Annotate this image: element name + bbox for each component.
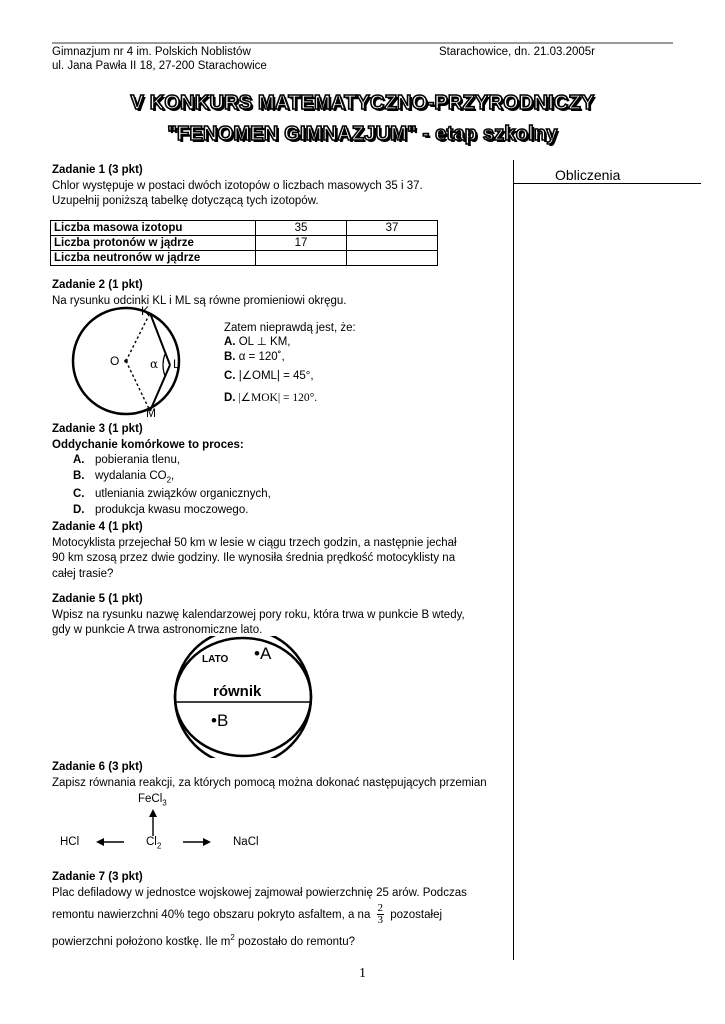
task7-text-line3b: pozostało do remontu? — [234, 935, 355, 948]
task5-heading: Zadanie 5 (1 pkt) — [52, 593, 143, 605]
option-letter: A. — [73, 454, 85, 466]
task4-text-line3: całej trasie? — [52, 567, 114, 580]
task3-option-d — [52, 503, 271, 519]
table-row — [51, 236, 438, 251]
option-letter: D. — [73, 503, 85, 516]
circle-figure — [70, 304, 190, 424]
task6 — [52, 760, 487, 791]
task4-text-line2: 90 km szosą przez dwie godziny. Ile wynosiła średnia prędkość motocyklisty na — [52, 552, 456, 564]
calculations-underline — [513, 183, 701, 184]
calculations-label: Obliczenia — [555, 167, 621, 183]
table-cell: 17 — [256, 236, 347, 251]
option-text: produkcja kwasu moczowego. — [95, 503, 249, 516]
table-cell-answer[interactable] — [347, 251, 438, 266]
point-b: •B — [211, 711, 229, 730]
task5-text-line1: Wpisz na rysunku nazwę kalendarzowej pory roku, która trwa w punkcie B wtedy, — [52, 608, 465, 621]
task7-heading: Zadanie 7 (3 pkt) — [52, 871, 143, 883]
task2-option-b — [224, 350, 285, 365]
task6-text: Zapisz równania reakcji, za których pomocą można dokonać następujących przemian — [52, 776, 487, 789]
label-rownik: równik — [213, 683, 262, 700]
task7-text-line3 — [52, 933, 355, 948]
task4-text-line1: Motocyklista przejechał 50 km w lesie w ciągu trzech godzin, a następnie jechał — [52, 536, 457, 549]
label-lato: LATO — [202, 654, 229, 665]
option-letter: C. — [224, 370, 236, 382]
formula-fecl3 — [138, 793, 167, 807]
task3-option-b — [52, 469, 271, 488]
formula-text: Cl — [146, 836, 157, 848]
calculations-divider — [513, 160, 514, 960]
task3-question: Oddychanie komórkowe to proces: — [52, 438, 244, 451]
task1-text-line1: Chlor występuje w postaci dwóch izotopów o liczbach masowych 35 i 37. — [52, 179, 423, 192]
task6-heading: Zadanie 6 (3 pkt) — [52, 761, 143, 773]
option-text: |∠OML| = 45°, — [238, 370, 314, 382]
arrow-up-icon — [145, 809, 161, 837]
task4-heading: Zadanie 4 (1 pkt) — [52, 521, 143, 533]
formula-nacl: NaCl — [233, 836, 259, 848]
point-a: •A — [254, 644, 272, 663]
label-k: K — [141, 304, 150, 318]
contest-title: V KONKURS MATEMATYCZNO-PRZYRODNICZY — [130, 92, 595, 114]
header-rule — [52, 42, 673, 44]
option-letter: D. — [224, 392, 236, 404]
task2-option-d — [224, 391, 317, 406]
label-alpha: α — [150, 357, 159, 371]
table-row — [51, 221, 438, 236]
task2-heading: Zadanie 2 (1 pkt) — [52, 279, 143, 291]
task5 — [52, 592, 465, 639]
table-cell-answer[interactable] — [256, 251, 347, 266]
task7-text-line2b: pozostałej — [390, 909, 443, 921]
task7 — [52, 870, 467, 901]
formula-cl2 — [146, 836, 161, 850]
task2-option-a — [224, 335, 290, 350]
label-l: L — [173, 357, 180, 371]
arrow-left-icon — [96, 836, 124, 848]
label-o: O — [110, 354, 120, 368]
option-letter: C. — [73, 488, 85, 501]
task1-heading: Zadanie 1 (3 pkt) — [52, 164, 143, 176]
table-cell: 35 — [256, 221, 347, 236]
table-cell: Liczba neutronów w jądrze — [51, 251, 256, 266]
option-letter: B. — [73, 469, 85, 482]
option-text: pobierania tlenu, — [95, 454, 181, 466]
table-cell: Liczba masowa izotopu — [51, 221, 256, 236]
fraction-denominator: 3 — [377, 914, 384, 927]
task3 — [52, 422, 271, 518]
table-cell: 37 — [347, 221, 438, 236]
task7-text-line3a: powierzchni położono kostkę. Ile m — [52, 935, 231, 948]
isotope-table — [50, 220, 438, 266]
task7-superscript: 2 — [230, 933, 235, 942]
table-row — [51, 251, 438, 266]
table-cell: Liczba protonów w jądrze — [51, 236, 256, 251]
task7-text-line1: Plac defiladowy w jednostce wojskowej zajmował powierzchnię 25 arów. Podczas — [52, 886, 467, 899]
task1-text-line2: Uzupełnij poniższą tabelkę dotyczącą tych izotopów. — [52, 195, 319, 207]
arrow-right-icon — [183, 836, 211, 848]
school-name: Gimnazjum nr 4 im. Polskich Noblistów — [52, 46, 251, 58]
place-date: Starachowice, dn. 21.03.2005r — [439, 46, 595, 58]
table-cell-answer[interactable] — [347, 236, 438, 251]
task2-option-c — [224, 369, 314, 384]
school-address: ul. Jana Pawła II 18, 27-200 Starachowice — [52, 60, 267, 72]
formula-sub: 2 — [156, 841, 162, 851]
task3-option-c — [52, 487, 271, 503]
task2-intro: Zatem nieprawdą jest, że: — [224, 322, 356, 334]
option-text: OL ⊥ KM, — [238, 336, 291, 348]
task3-option-a — [52, 453, 271, 469]
task4 — [52, 520, 457, 582]
option-text: |∠MOK| = 120°. — [238, 392, 318, 404]
co2-subscript: 2 — [166, 474, 172, 484]
option-letter: A. — [224, 336, 236, 348]
page-number: 1 — [359, 966, 366, 981]
option-text: α = 120˚, — [238, 351, 285, 363]
task7-text-line2a: remontu nawierzchni 40% tego obszaru pokryto asfaltem, a na — [52, 909, 371, 921]
task5-text-line2: gdy w punkcie A trwa astronomiczne lato. — [52, 624, 263, 636]
task7-text-line2 — [52, 902, 442, 928]
option-text: wydalania CO — [95, 469, 167, 482]
fraction — [377, 903, 385, 926]
task2-text: Na rysunku odcinki KL i ML są równe promieniowi okręgu. — [52, 294, 347, 307]
label-m: M — [146, 406, 156, 420]
task1 — [52, 163, 423, 210]
formula-sub: 3 — [162, 798, 167, 808]
fraction-numerator: 2 — [377, 902, 384, 915]
option-tail: , — [171, 469, 175, 482]
contest-subtitle: "FENOMEN GIMNAZJUM" - etap szkolny — [167, 123, 558, 145]
task3-heading: Zadanie 3 (1 pkt) — [52, 423, 143, 435]
option-letter: B. — [224, 351, 236, 363]
formula-hcl: HCl — [60, 836, 80, 848]
formula-text: FeCl — [138, 793, 163, 805]
option-text: utleniania związków organicznych, — [95, 488, 271, 501]
